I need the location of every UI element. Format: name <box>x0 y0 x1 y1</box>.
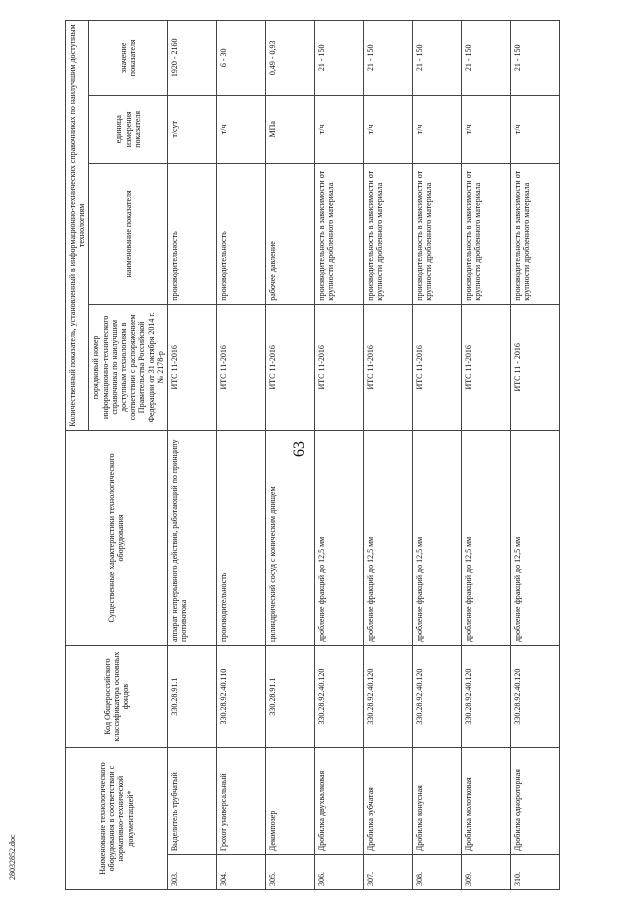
cell-char: дробление фракций до 12,5 мм <box>412 430 461 645</box>
cell-num: 304. <box>216 855 265 890</box>
cell-indicator: производительность в зависимости от крупности дробленного материала <box>314 164 363 305</box>
cell-unit: т/ч <box>363 95 412 164</box>
header-ref: порядковый номер информационно-технического справочника по наилучшим доступным технологиям в соответствии с распоряжением Правительства Российской Федерации от 31 октября 2014 г. № 2178-р <box>89 304 168 430</box>
cell-num: 310. <box>510 855 559 890</box>
table-row <box>461 21 510 890</box>
table-row <box>510 21 559 890</box>
cell-num: 306. <box>314 855 363 890</box>
cell-indicator: рабочее давление <box>265 164 314 305</box>
table-row <box>314 21 363 890</box>
cell-ref: ИТС 11 - 2016 <box>510 304 559 430</box>
cell-name: Декомпозер <box>265 748 314 855</box>
cell-name: Грохот универсальный <box>216 748 265 855</box>
cell-ref: ИТС 11-2016 <box>265 304 314 430</box>
cell-ref: ИТС 11-2016 <box>314 304 363 430</box>
cell-value: 21 - 150 <box>510 21 559 96</box>
cell-char: аппарат непрерывного действия, работающий по принципу противотока <box>167 430 216 645</box>
cell-code: 330.28.92.40.120 <box>461 646 510 748</box>
cell-unit: т/ч <box>412 95 461 164</box>
cell-name: Дробилка зубчатая <box>363 748 412 855</box>
header-code: Код Общероссийского классификатора основных фондов <box>66 646 168 748</box>
page-number: 63 <box>291 441 308 457</box>
table-body <box>167 21 559 890</box>
cell-char: дробление фракций до 12,5 мм <box>314 430 363 645</box>
cell-value: 21 - 150 <box>314 21 363 96</box>
equipment-table <box>65 20 560 890</box>
cell-code: 330.28.92.40.120 <box>412 646 461 748</box>
cell-unit: МПа <box>265 95 314 164</box>
equipment-table-sheet <box>65 20 592 890</box>
cell-num: 303. <box>167 855 216 890</box>
cell-char: производительность <box>216 430 265 645</box>
cell-indicator: производительность в зависимости от крупности дробленного материала <box>363 164 412 305</box>
header-characteristics: Существенные характеристики технологического оборудования <box>66 430 168 645</box>
cell-ref: ИТС 11-2016 <box>461 304 510 430</box>
table-row <box>216 21 265 890</box>
header-group: Количественный показатель, установленный в информационно-технических справочниках по наилучшим доступным технологиям <box>66 21 89 431</box>
cell-value: 1920 - 2160 <box>167 21 216 96</box>
cell-num: 308. <box>412 855 461 890</box>
table-row <box>412 21 461 890</box>
header-indicator: наименование показателя <box>89 164 168 305</box>
cell-code: 330.28.91.1 <box>265 646 314 748</box>
cell-name: Дробилка однороторная <box>510 748 559 855</box>
cell-name: Дробилка двухвалковая <box>314 748 363 855</box>
cell-ref: ИТС 11-2016 <box>167 304 216 430</box>
cell-value: 6 - 30 <box>216 21 265 96</box>
cell-name: Выделитель трубчатый <box>167 748 216 855</box>
cell-unit: т/ч <box>216 95 265 164</box>
cell-ref: ИТС 11-2016 <box>412 304 461 430</box>
table-row <box>363 21 412 890</box>
cell-ref: ИТС 11-2016 <box>363 304 412 430</box>
cell-indicator: производительность в зависимости от крупности дробленного материала <box>510 164 559 305</box>
table-row <box>167 21 216 890</box>
cell-name: Дробилка молотковая <box>461 748 510 855</box>
footer <box>8 820 48 880</box>
cell-unit: т/ч <box>314 95 363 164</box>
table-row <box>265 21 314 890</box>
cell-code: 330.28.92.40.110 <box>216 646 265 748</box>
cell-code: 330.28.91.1 <box>167 646 216 748</box>
header-value: значение показателя <box>89 21 168 96</box>
cell-indicator: производительность в зависимости от крупности дробленного материала <box>461 164 510 305</box>
footer-doc-name: 28032852.doc <box>8 834 17 880</box>
cell-indicator: производительность <box>167 164 216 305</box>
cell-unit: т/ч <box>461 95 510 164</box>
cell-code: 330.28.92.40.120 <box>314 646 363 748</box>
cell-name: Дробилка конусная <box>412 748 461 855</box>
cell-num: 307. <box>363 855 412 890</box>
header-unit: единица измерения показателя <box>89 95 168 164</box>
cell-ref: ИТС 11-2016 <box>216 304 265 430</box>
cell-value: 21 - 150 <box>363 21 412 96</box>
cell-unit: т/сут <box>167 95 216 164</box>
cell-char: дробление фракций до 12,5 мм <box>461 430 510 645</box>
cell-num: 309. <box>461 855 510 890</box>
cell-indicator: производительность в зависимости от крупности дробленного материала <box>412 164 461 305</box>
cell-char: дробление фракций до 12,5 мм <box>510 430 559 645</box>
cell-char: цилиндрический сосуд с коническим днищем <box>265 430 314 645</box>
cell-value: 0,49 - 0,93 <box>265 21 314 96</box>
cell-num: 305. <box>265 855 314 890</box>
cell-indicator: производительность <box>216 164 265 305</box>
cell-unit: т/ч <box>510 95 559 164</box>
cell-char: дробление фракций до 12,5 мм <box>363 430 412 645</box>
cell-value: 21 - 150 <box>461 21 510 96</box>
cell-code: 330.28.92.40.120 <box>363 646 412 748</box>
cell-code: 330.28.92.40.120 <box>510 646 559 748</box>
header-name: Наименование технологического оборудования в соответствии с нормативно-технической документацией* <box>66 748 168 890</box>
cell-value: 21 - 150 <box>412 21 461 96</box>
